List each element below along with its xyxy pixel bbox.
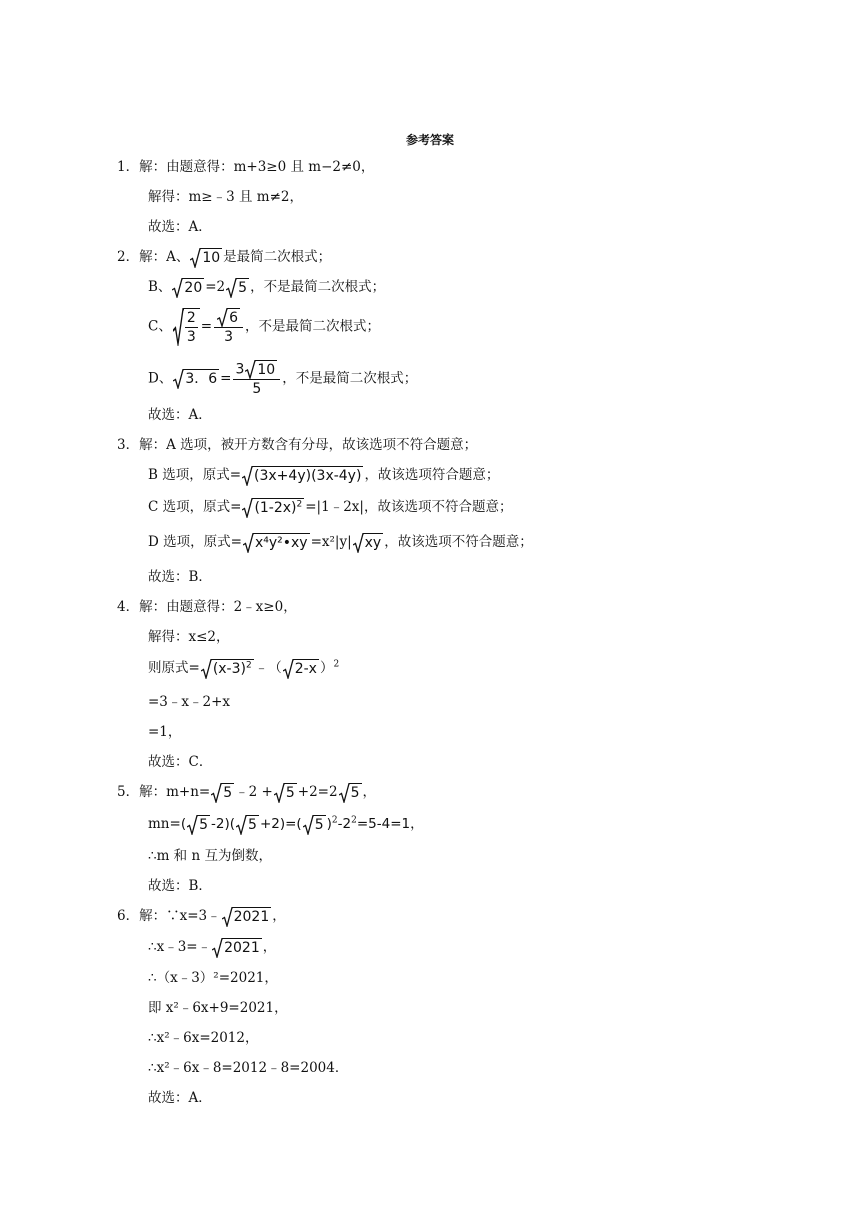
q2-line-a: 2．解：A、 10 是最简二次根式；	[117, 249, 332, 266]
q4-line-5: =1，	[148, 724, 182, 740]
q6-line-2: ∴x﹣3=﹣ 2021 ，	[148, 939, 277, 956]
page-title: 参考答案	[405, 133, 454, 147]
q5-line-3: ∴m 和 n 互为倒数，	[148, 848, 272, 864]
question-number: 1．解：由题意得：m+3≥0 且 m−2≠0，	[117, 159, 375, 175]
q2-line-c: C、 $\frac{2}{3}$ = $\frac{6}{3}$ ，不是最简二次根式；	[148, 310, 380, 345]
q6-line-6: ∴x²﹣6x﹣8=2012﹣8=2004．	[148, 1060, 349, 1076]
q4-answer: 故选：C．	[148, 754, 213, 770]
q6-line-3: ∴（x﹣3）²=2021，	[148, 970, 278, 986]
q3-line-b: B 选项，原式= (3x+4y)(3x-4y) ，故该选项符合题意；	[148, 467, 500, 484]
q4-line-4: =3﹣x﹣2+x	[148, 694, 231, 710]
q1-answer: 故选：A．	[148, 219, 212, 235]
q1-line-2: 解得：m≥﹣3 且 m≠2，	[148, 189, 303, 205]
q5-line-1: 5．解：m+n= 5 ﹣2 + 5 +2=2 5 ，	[117, 784, 376, 801]
q4-line-2: 解得：x≤2，	[148, 629, 230, 645]
q3-answer: 故选：B．	[148, 569, 212, 585]
q6-answer: 故选：A．	[148, 1090, 212, 1106]
q1-line-1: 解：由题意得：m+3≥0 且 m−2≠0，	[139, 159, 375, 175]
q3-line-a: 3．解：A 选项，被开方数含有分母，故该选项不符合题意；	[117, 437, 478, 453]
q3-line-d: D 选项，原式= x⁴y²•xy =x²|y| xy ，故该选项不符合题意；	[148, 534, 533, 551]
q2-line-b: B、 20 =2 5 ，不是最简二次根式；	[148, 279, 386, 296]
q6-line-1: 6．解：∵x=3﹣ 2021 ，	[117, 908, 286, 925]
q3-line-c: C 选项，原式= $(1-2x)^2$ =|1﹣2x|，故该选项不符合题意；	[148, 498, 513, 516]
q5-answer: 故选：B．	[148, 878, 212, 894]
q5-line-2: mn=( 5 -2)( 5 +2)=( 5 )$^2-2^2=5-4=1$，	[148, 815, 424, 833]
q4-line-1: 4．解：由题意得：2﹣x≥0，	[117, 599, 297, 615]
q6-line-4: 即 x²﹣6x+9=2021，	[148, 1000, 288, 1016]
q2-line-d: D、 3．6 = 3 10 5 ，不是最简二次根式；	[148, 361, 418, 397]
q2-answer: 故选：A．	[148, 407, 212, 423]
q4-line-3: 则原式= $(x-3)^2$ ﹣（ 2-x ）$^2$	[148, 659, 340, 677]
q6-line-5: ∴x²﹣6x=2012，	[148, 1030, 259, 1046]
